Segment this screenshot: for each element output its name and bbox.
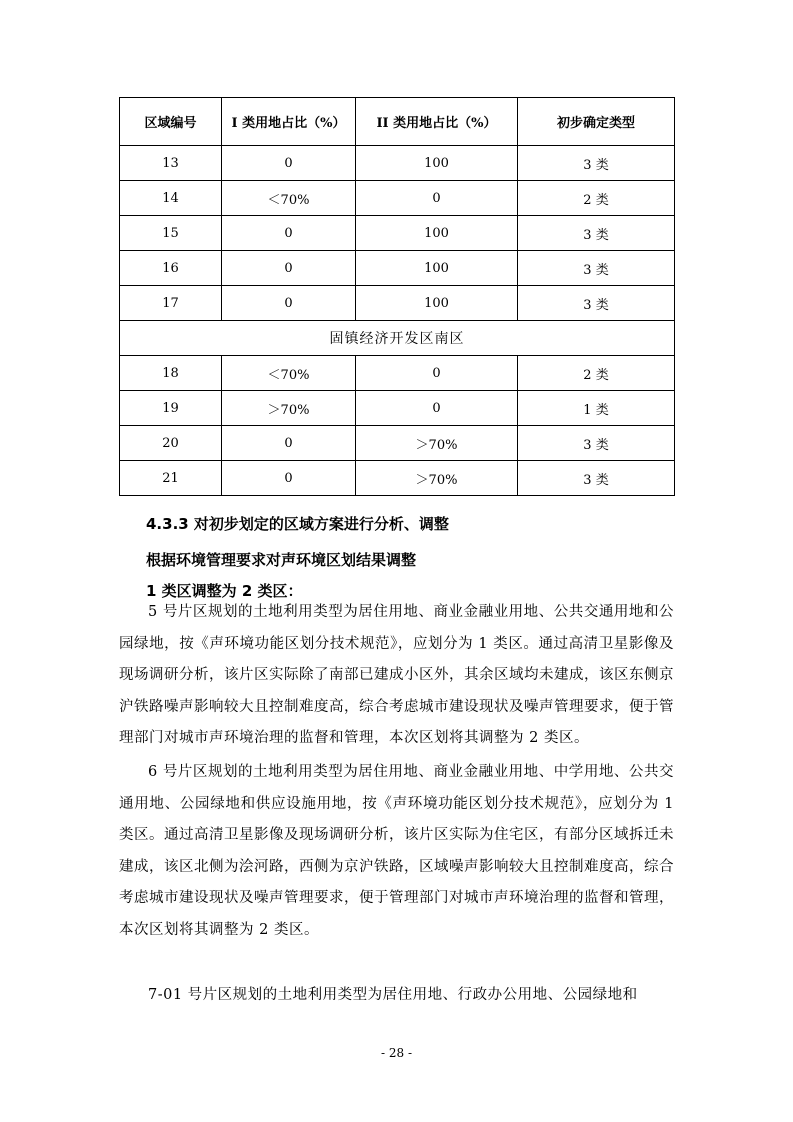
subsubsection-heading: 1 类区调整为 2 类区： (146, 582, 303, 600)
cell-class1: 0 (222, 251, 356, 286)
cell-class1: ＞70% (222, 391, 356, 426)
cell-class2: ＞70% (356, 461, 518, 496)
cell-zone-id: 14 (120, 181, 222, 216)
cell-zone-id: 18 (120, 356, 222, 391)
cell-class1: 0 (222, 146, 356, 181)
header-class1-ratio: I 类用地占比（%） (222, 98, 356, 146)
table-row (120, 286, 675, 321)
cell-zone-id: 20 (120, 426, 222, 461)
paragraph-zone-5: 5 号片区规划的土地利用类型为居住用地、商业金融业用地、公共交通用地和公园绿地，按《声环境功能区划分技术规范》，应划分为 1 类区。通过高清卫星影像及现场调研分析，该片区实际除了南部已建成小区外，其余区域均未建成，该区东侧京沪铁路噪声影响较大且控制难度高，综合考虑城市建设现状及噪声管理要求，便于管理部门对城市声环境治理的监督和管理，本次区划将其调整为 2 类区。 (119, 604, 674, 747)
cell-type: 3 类 (518, 426, 675, 461)
header-zone-id: 区域编号 (120, 98, 222, 146)
table-row (120, 251, 675, 286)
cell-type: 3 类 (518, 251, 675, 286)
table-row (120, 391, 675, 426)
cell-class1: 0 (222, 216, 356, 251)
cell-type: 3 类 (518, 286, 675, 321)
cell-zone-id: 16 (120, 251, 222, 286)
cell-class1: 0 (222, 286, 356, 321)
section-label: 固镇经济开发区南区 (120, 321, 675, 356)
table-section-row (120, 321, 675, 356)
cell-zone-id: 17 (120, 286, 222, 321)
cell-class2: 0 (356, 181, 518, 216)
cell-class2: 100 (356, 216, 518, 251)
table-row (120, 181, 675, 216)
subsection-heading: 根据环境管理要求对声环境区划结果调整 (146, 551, 417, 569)
cell-zone-id: 13 (120, 146, 222, 181)
cell-class2: ＞70% (356, 426, 518, 461)
cell-class2: 100 (356, 286, 518, 321)
page-number: - 28 - (380, 1046, 412, 1060)
zoning-table (119, 97, 675, 496)
table-row (120, 426, 675, 461)
cell-type: 2 类 (518, 356, 675, 391)
table-header-row (120, 98, 675, 146)
table-row (120, 216, 675, 251)
cell-class1: ＜70% (222, 356, 356, 391)
cell-class1: 0 (222, 426, 356, 461)
paragraph-zone-6: 6 号片区规划的土地利用类型为居住用地、商业金融业用地、中学用地、公共交通用地、公园绿地和供应设施用地，按《声环境功能区划分技术规范》，应划分为 1 类区。通过高清卫星影像及现场调研分析，该片区实际为住宅区，有部分区域拆迁未建成，该区北侧为浍河路，西侧为京沪铁路，区域噪声影响较大且控制难度高，综合考虑城市建设现状及噪声管理要求，便于管理部门对城市声环境治理的监督和管理，本次区划将其调整为 2 类区。 (119, 764, 674, 938)
cell-type: 3 类 (518, 461, 675, 496)
section-heading: 4.3.3 对初步划定的区域方案进行分析、调整 (146, 515, 449, 533)
cell-class2: 0 (356, 391, 518, 426)
header-initial-type: 初步确定类型 (518, 98, 675, 146)
table-row (120, 356, 675, 391)
cell-class2: 100 (356, 146, 518, 181)
cell-type: 2 类 (518, 181, 675, 216)
table-row (120, 461, 675, 496)
cell-type: 3 类 (518, 216, 675, 251)
header-class2-ratio: II 类用地占比（%） (356, 98, 518, 146)
cell-zone-id: 15 (120, 216, 222, 251)
cell-zone-id: 21 (120, 461, 222, 496)
cell-type: 3 类 (518, 146, 675, 181)
paragraph-zone-7-01: 7-01 号片区规划的土地利用类型为居住用地、行政办公用地、公园绿地和 (148, 987, 638, 1003)
cell-class2: 0 (356, 356, 518, 391)
table-row (120, 146, 675, 181)
cell-type: 1 类 (518, 391, 675, 426)
cell-class2: 100 (356, 251, 518, 286)
cell-class1: ＜70% (222, 181, 356, 216)
cell-zone-id: 19 (120, 391, 222, 426)
cell-class1: 0 (222, 461, 356, 496)
